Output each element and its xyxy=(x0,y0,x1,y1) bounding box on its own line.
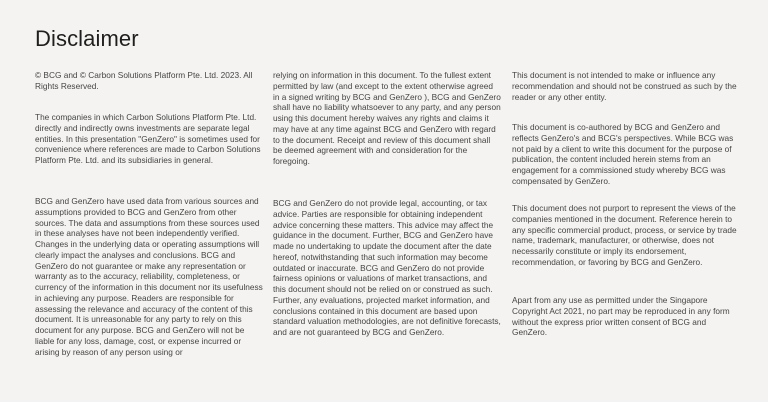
data-sources-paragraph: BCG and GenZero have used data from various sources and assumptions provided to BCG and GenZero from other sources. The data and assumptions from these sources used in these analyses have not been independently verified. Changes in the underlying data or operating assumptions will clearly impact the analyses and conclusions. BCG and GenZero do not guarantee or make any representation or warranty as to the accuracy, reliability, completeness, or currency of the information in this document nor its usefulness in achieving any purpose. Readers are responsible for assessing the relevance and accuracy of the content of this document. It is unreasonable for any party to rely on this document for any purpose. BCG and GenZero will not be liable for any loss, damage, cost, or expense incurred or arising by reason of any person using or xyxy=(35,196,263,357)
advice-paragraph: BCG and GenZero do not provide legal, accounting, or tax advice. Parties are responsible for obtaining independent advice concerning these matters. This advice may affect the guidance in the document. Further, BCG and GenZero have made no undertaking to update the document after the date hereof, notwithstanding that such information may become outdated or inaccurate. BCG and GenZero do not provide fairness opinions or valuations of market transactions, and this document should not be relied on or construed as such. Further, any evaluations, projected market information, and conclusions contained in this document are based upon standard valuation methodologies, are not definitive forecasts, and are not guaranteed by BCG and GenZero. xyxy=(273,198,501,337)
copyright-act-paragraph: Apart from any use as permitted under the Singapore Copyright Act 2021, no part may be reproduced in any form without the express prior written consent of BCG and GenZero. xyxy=(512,295,730,338)
liability-paragraph: relying on information in this document. To the fullest extent permitted by law (and except to the extent otherwise agreed in a signed writing by BCG and GenZero ), BCG and GenZero shall have no liability whatsoever to any party, and any person using this document hereby waives any rights and claims it may have at any time against BCG and GenZero with regard to the document. Receipt and review of this document shall be deemed agreement with and consideration for the foregoing. xyxy=(273,70,501,166)
page-title: Disclaimer xyxy=(35,26,139,51)
copyright-paragraph: © BCG and © Carbon Solutions Platform Pte. Ltd. 2023. All Rights Reserved. xyxy=(35,70,253,91)
no-recommendation-paragraph: This document is not intended to make or influence any recommendation and should not be construed as such by the reader or any other entity. xyxy=(512,70,737,102)
entities-paragraph: The companies in which Carbon Solutions Platform Pte. Ltd. directly and indirectly owns investments are separate legal entities. In this presentation "GenZero" is sometimes used for convenience where references are made to Carbon Solutions Platform Pte. Ltd. and its subsidiaries in general. xyxy=(35,112,261,165)
no-endorsement-paragraph: This document does not purport to represent the views of the companies mentioned in the document. Reference herein to any specific commercial product, process, or service by trade name, trademark, manufacturer, or otherwise, does not necessarily constitute or imply its endorsement, recommendation, or favoring by BCG and GenZero. xyxy=(512,203,737,267)
co-authorship-paragraph: This document is co-authored by BCG and GenZero and reflects GenZero's and BCG's perspectives. While BCG was not paid by a client to write this document for the purpose of publication, the content included herein stems from an engagement for a commissioned study whereby BCG was compensated by GenZero. xyxy=(512,122,734,186)
